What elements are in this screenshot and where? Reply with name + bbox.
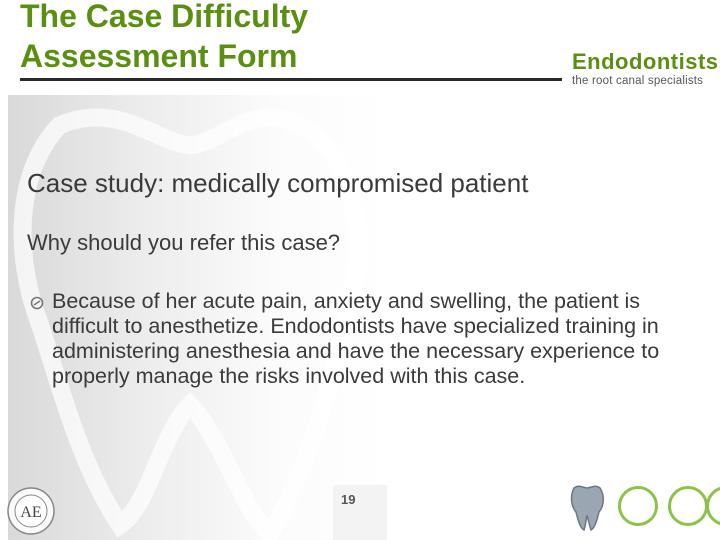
- brand-logo: [572, 50, 720, 88]
- circle-icon: [618, 486, 658, 526]
- circle-icon: [706, 486, 720, 526]
- logo-wordmark: Endodontists: [572, 49, 719, 74]
- page-number: 19: [341, 492, 356, 507]
- bullet-arrow-icon: [30, 296, 44, 310]
- tooth-icon: [568, 482, 606, 532]
- circle-icon: [668, 486, 708, 526]
- slide-subtitle: Case study: medically compromised patient: [27, 168, 529, 198]
- title-divider: [20, 78, 562, 81]
- slide-question: Why should you refer this case?: [27, 230, 341, 255]
- page-title: [20, 0, 520, 76]
- title-line-1: The Case Difficulty: [20, 0, 309, 34]
- society-seal-icon: [6, 486, 56, 536]
- seal-text: AE: [20, 504, 42, 521]
- bullet-text: Because of her acute pain, anxiety and swelling, the patient is difficult to anesthetize. Endodontists have specialized training in administering anesthesia and have the necessary experience to properly manage the risks involved with this case.: [52, 289, 660, 388]
- title-line-2: Assessment Form: [20, 38, 298, 74]
- logo-tagline: the root canal specialists: [572, 75, 704, 87]
